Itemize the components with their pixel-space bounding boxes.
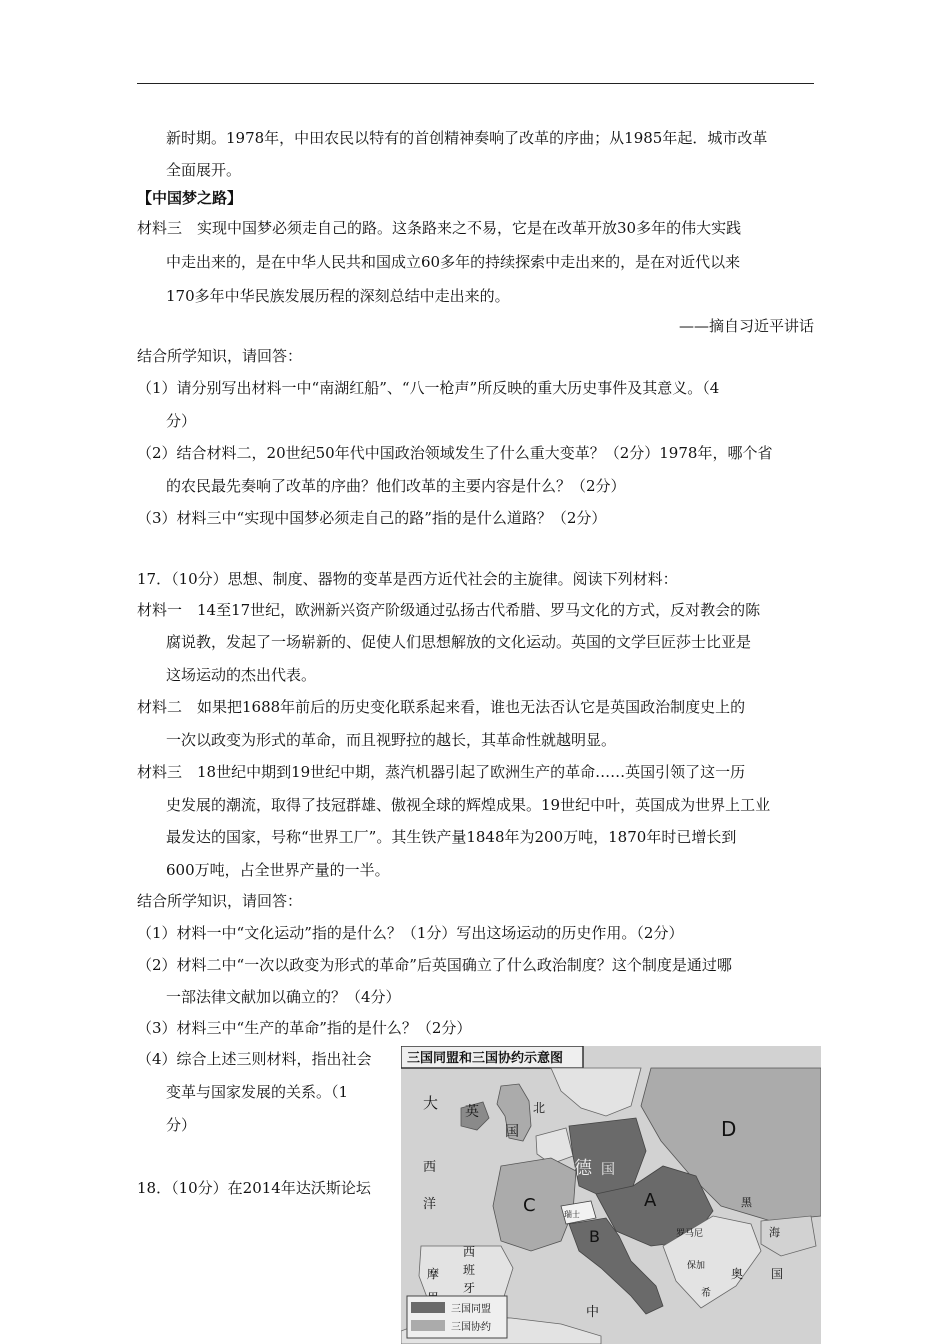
map-label: 国 bbox=[601, 1162, 615, 1178]
map-label: 北 bbox=[533, 1101, 546, 1115]
question-line: （4）综合上述三则材料，指出社会 bbox=[137, 1050, 372, 1068]
map-label: 希 bbox=[701, 1288, 711, 1299]
map-label: 大 bbox=[423, 1094, 439, 1112]
map-label: A bbox=[644, 1190, 657, 1211]
map-label: 德 bbox=[574, 1158, 592, 1179]
question-line: 一部法律文献加以确立的？（4分） bbox=[166, 988, 401, 1006]
legend-swatch-entente bbox=[411, 1320, 445, 1331]
material-line: 一次以政变为形式的革命，而且视野拉的越长，其革命性就越明显。 bbox=[166, 731, 617, 749]
map-label: 洋 bbox=[423, 1197, 437, 1212]
material-line: 材料三 18世纪中期到19世纪中期，蒸汽机器引起了欧洲生产的革命……英国引领了这一历 bbox=[137, 763, 746, 781]
map-label: D bbox=[721, 1117, 737, 1141]
map-label: 罗马尼 bbox=[676, 1229, 704, 1239]
text-line: 全面展开。 bbox=[166, 161, 242, 179]
material-line: 材料二 如果把1688年前后的历史变化联系起来看，谁也无法否认它是英国政治制度史上的 bbox=[137, 698, 746, 716]
map-label: 西 bbox=[463, 1245, 476, 1259]
text-line: 新时期。1978年，中田农民以特有的首创精神奏响了改革的序曲；从1985年起．城市改革 bbox=[166, 129, 768, 147]
legend-label: 三国同盟 bbox=[451, 1304, 491, 1315]
material-line: 这场运动的杰出代表。 bbox=[166, 666, 317, 684]
map-label: 海 bbox=[769, 1226, 780, 1239]
map-label: 保加 bbox=[687, 1261, 706, 1271]
map-label: 黑 bbox=[741, 1196, 752, 1209]
section-heading: 【中国梦之路】 bbox=[137, 189, 243, 207]
map-label: 中 bbox=[586, 1305, 600, 1320]
map-label: 西 bbox=[423, 1160, 437, 1175]
question-line: 的农民最先奏响了改革的序曲？他们改革的主要内容是什么？（2分） bbox=[166, 477, 626, 495]
map-label: 摩 bbox=[427, 1267, 440, 1281]
material-line: 最发达的国家，号称“世界工厂”。其生铁产量1848年为200万吨，1870年时已增长到 bbox=[166, 828, 737, 846]
question-17-title: 17．（10分）思想、制度、器物的变革是西方近代社会的主旋律。阅读下列材料： bbox=[137, 570, 678, 588]
question-line: （2）材料二中“一次以政变为形式的革命”后英国确立了什么政治制度？这个制度是通过哪 bbox=[137, 956, 732, 974]
map-label: 国 bbox=[505, 1124, 519, 1140]
map-label: 班 bbox=[463, 1263, 476, 1277]
question-line: （1）请分别写出材料一中“南湖红船”、“八一枪声”所反映的重大历史事件及其意义。（4 bbox=[137, 379, 720, 397]
material-line: 腐说教，发起了一场崭新的、促使人们思想解放的文化运动。英国的文学巨匠莎士比亚是 bbox=[166, 633, 752, 651]
map-label: 牙 bbox=[463, 1281, 476, 1295]
material-line: 材料三 实现中国梦必须走自己的路。这条路来之不易，它是在改革开放30多年的伟大实践 bbox=[137, 219, 742, 237]
material-line: 史发展的潮流，取得了技冠群雄、傲视全球的辉煌成果。19世纪中叶，英国成为世界上工业 bbox=[166, 796, 771, 814]
legend-swatch-alliance bbox=[411, 1302, 445, 1313]
alliance-map-graphic bbox=[401, 1046, 821, 1344]
alliance-map bbox=[401, 1046, 821, 1344]
material-line: 600万吨，占全世界产量的一半。 bbox=[166, 861, 390, 879]
question-line: （1）材料一中“文化运动”指的是什么？（1分）写出这场运动的历史作用。（2分） bbox=[137, 924, 684, 942]
legend-label: 三国协约 bbox=[451, 1322, 491, 1333]
map-label: C bbox=[523, 1195, 536, 1216]
map-label: 瑞士 bbox=[564, 1210, 580, 1219]
material-line: 170多年中华民族发展历程的深刻总结中走出来的。 bbox=[166, 287, 510, 305]
material-line: 材料一 14至17世纪，欧洲新兴资产阶级通过弘扬古代希腊、罗马文化的方式，反对教会的陈 bbox=[137, 601, 761, 619]
map-label: 国 bbox=[771, 1267, 784, 1281]
question-line: 变革与国家发展的关系。（1 bbox=[166, 1083, 349, 1101]
header-rule bbox=[137, 83, 814, 84]
question-line: 分） bbox=[166, 1116, 197, 1134]
map-title: 三国同盟和三国协约示意图 bbox=[407, 1051, 564, 1066]
question-prompt: 结合所学知识，请回答： bbox=[137, 347, 303, 365]
map-label: B bbox=[589, 1227, 600, 1246]
question-line: （3）材料三中“生产的革命”指的是什么？（2分） bbox=[137, 1019, 472, 1037]
question-line: 分） bbox=[166, 412, 197, 430]
question-line: （2）结合材料二，20世纪50年代中国政治领域发生了什么重大变革？（2分）1978年，哪个省 bbox=[137, 444, 773, 462]
question-prompt: 结合所学知识，请回答： bbox=[137, 892, 303, 910]
material-line: 中走出来的，是在中华人民共和国成立60多年的持续探索中走出来的，是在对近代以来 bbox=[166, 253, 741, 271]
map-label: 奥 bbox=[731, 1267, 744, 1281]
map-label: 英 bbox=[465, 1104, 479, 1120]
attribution: ——摘自习近平讲话 bbox=[678, 317, 814, 335]
question-line: （3）材料三中“实现中国梦必须走自己的路”指的是什么道路？（2分） bbox=[137, 509, 607, 527]
question-18-title: 18．（10分）在2014年达沃斯论坛 bbox=[137, 1179, 371, 1197]
